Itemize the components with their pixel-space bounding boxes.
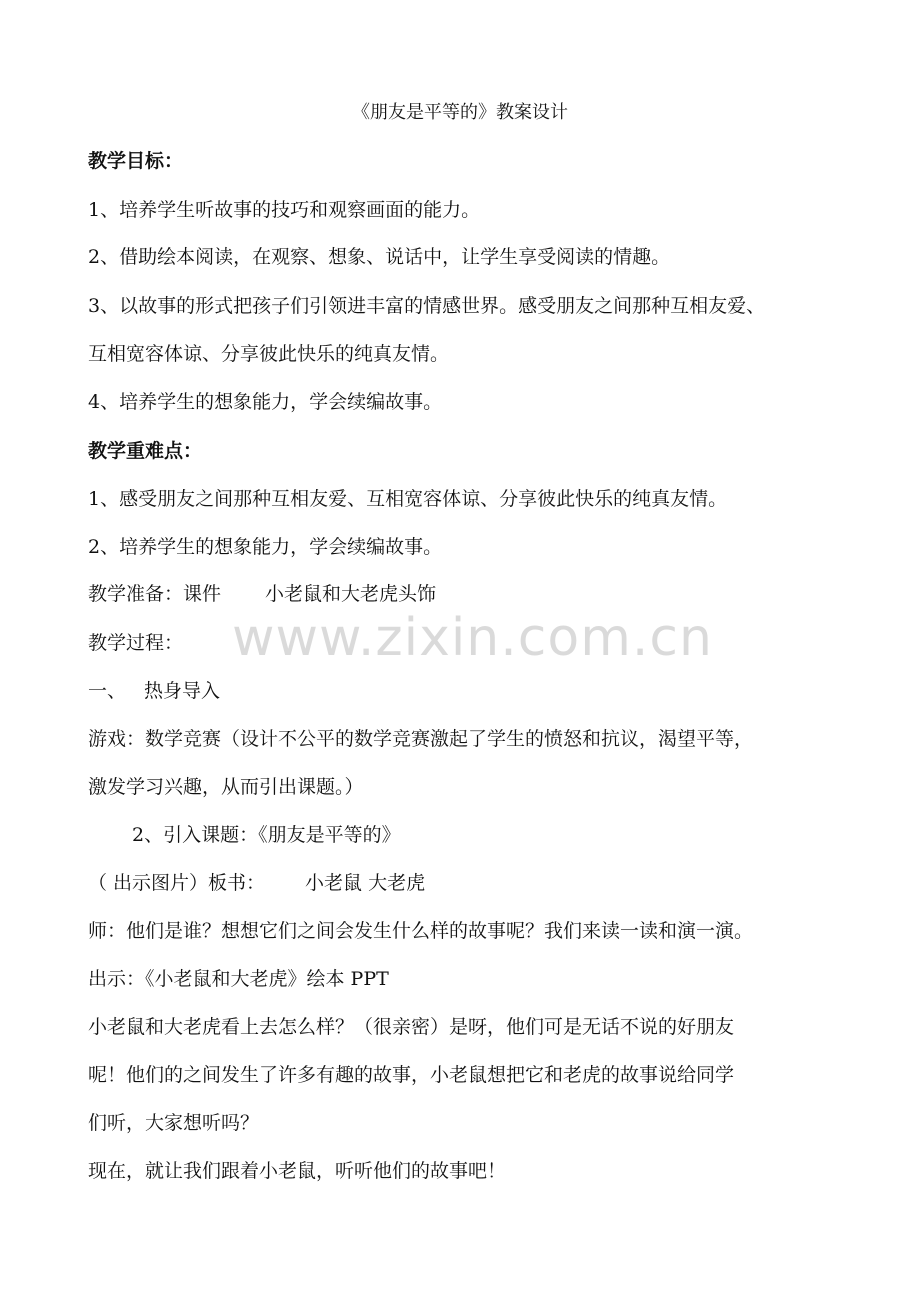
game-line: 游戏：数学竞赛（设计不公平的数学竞赛激起了学生的愤怒和抗议，渴望平等， bbox=[88, 728, 754, 750]
goal-item-continued: 互相宽容体谅、分享彼此快乐的纯真友情。 bbox=[88, 343, 450, 365]
section-title: 热身导入 bbox=[144, 680, 221, 702]
intro-topic: 2、引入课题：《朋友是平等的》 bbox=[132, 824, 401, 846]
key-points-heading: 教学重难点： bbox=[88, 440, 203, 462]
game-line-continued: 激发学习兴趣，从而引出课题。） bbox=[88, 776, 364, 798]
board-items: 小老鼠 大老虎 bbox=[305, 872, 426, 894]
key-point-item: 1、感受朋友之间那种互相友爱、互相宽容体谅、分享彼此快乐的纯真友情。 bbox=[88, 488, 728, 510]
paragraph-line: 小老鼠和大老虎看上去怎么样？（很亲密）是呀，他们可是无话不说的好朋友 bbox=[88, 1016, 735, 1038]
show-line: 出示：《小老鼠和大老虎》绘本 PPT bbox=[88, 968, 389, 990]
watermark: www.zixin.com.cn bbox=[232, 608, 713, 668]
key-point-item: 2、培养学生的想象能力，学会续编故事。 bbox=[88, 536, 443, 558]
goal-item: 1、培养学生听故事的技巧和观察画面的能力。 bbox=[88, 199, 481, 221]
section-number: 一、 bbox=[88, 680, 127, 702]
process-label: 教学过程： bbox=[88, 632, 184, 654]
paragraph-line: 们听，大家想听吗？ bbox=[88, 1112, 260, 1134]
section-one-heading bbox=[88, 679, 220, 703]
preparation-items: 小老鼠和大老虎头饰 bbox=[265, 583, 437, 605]
board-line bbox=[88, 871, 425, 895]
paragraph-line: 现在，就让我们跟着小老鼠，听听他们的故事吧！ bbox=[88, 1160, 507, 1182]
board-label: （ 出示图片）板书： bbox=[88, 872, 266, 894]
goals-heading: 教学目标： bbox=[88, 150, 184, 172]
goal-item: 3、以故事的形式把孩子们引领进丰富的情感世界。感受朋友之间那种互相友爱、 bbox=[88, 295, 766, 317]
paragraph-line: 呢！他们的之间发生了许多有趣的故事，小老鼠想把它和老虎的故事说给同学 bbox=[88, 1064, 735, 1086]
preparation-line bbox=[88, 582, 436, 606]
preparation-label: 教学准备：课件 bbox=[88, 583, 222, 605]
document-title: 《朋友是平等的》教案设计 bbox=[352, 102, 568, 123]
goal-item: 4、培养学生的想象能力，学会续编故事。 bbox=[88, 391, 443, 413]
teacher-line: 师：他们是谁？想想它们之间会发生什么样的故事呢？我们来读一读和演一演。 bbox=[88, 920, 754, 942]
goal-item: 2、借助绘本阅读，在观察、想象、说话中，让学生享受阅读的情趣。 bbox=[88, 246, 671, 268]
